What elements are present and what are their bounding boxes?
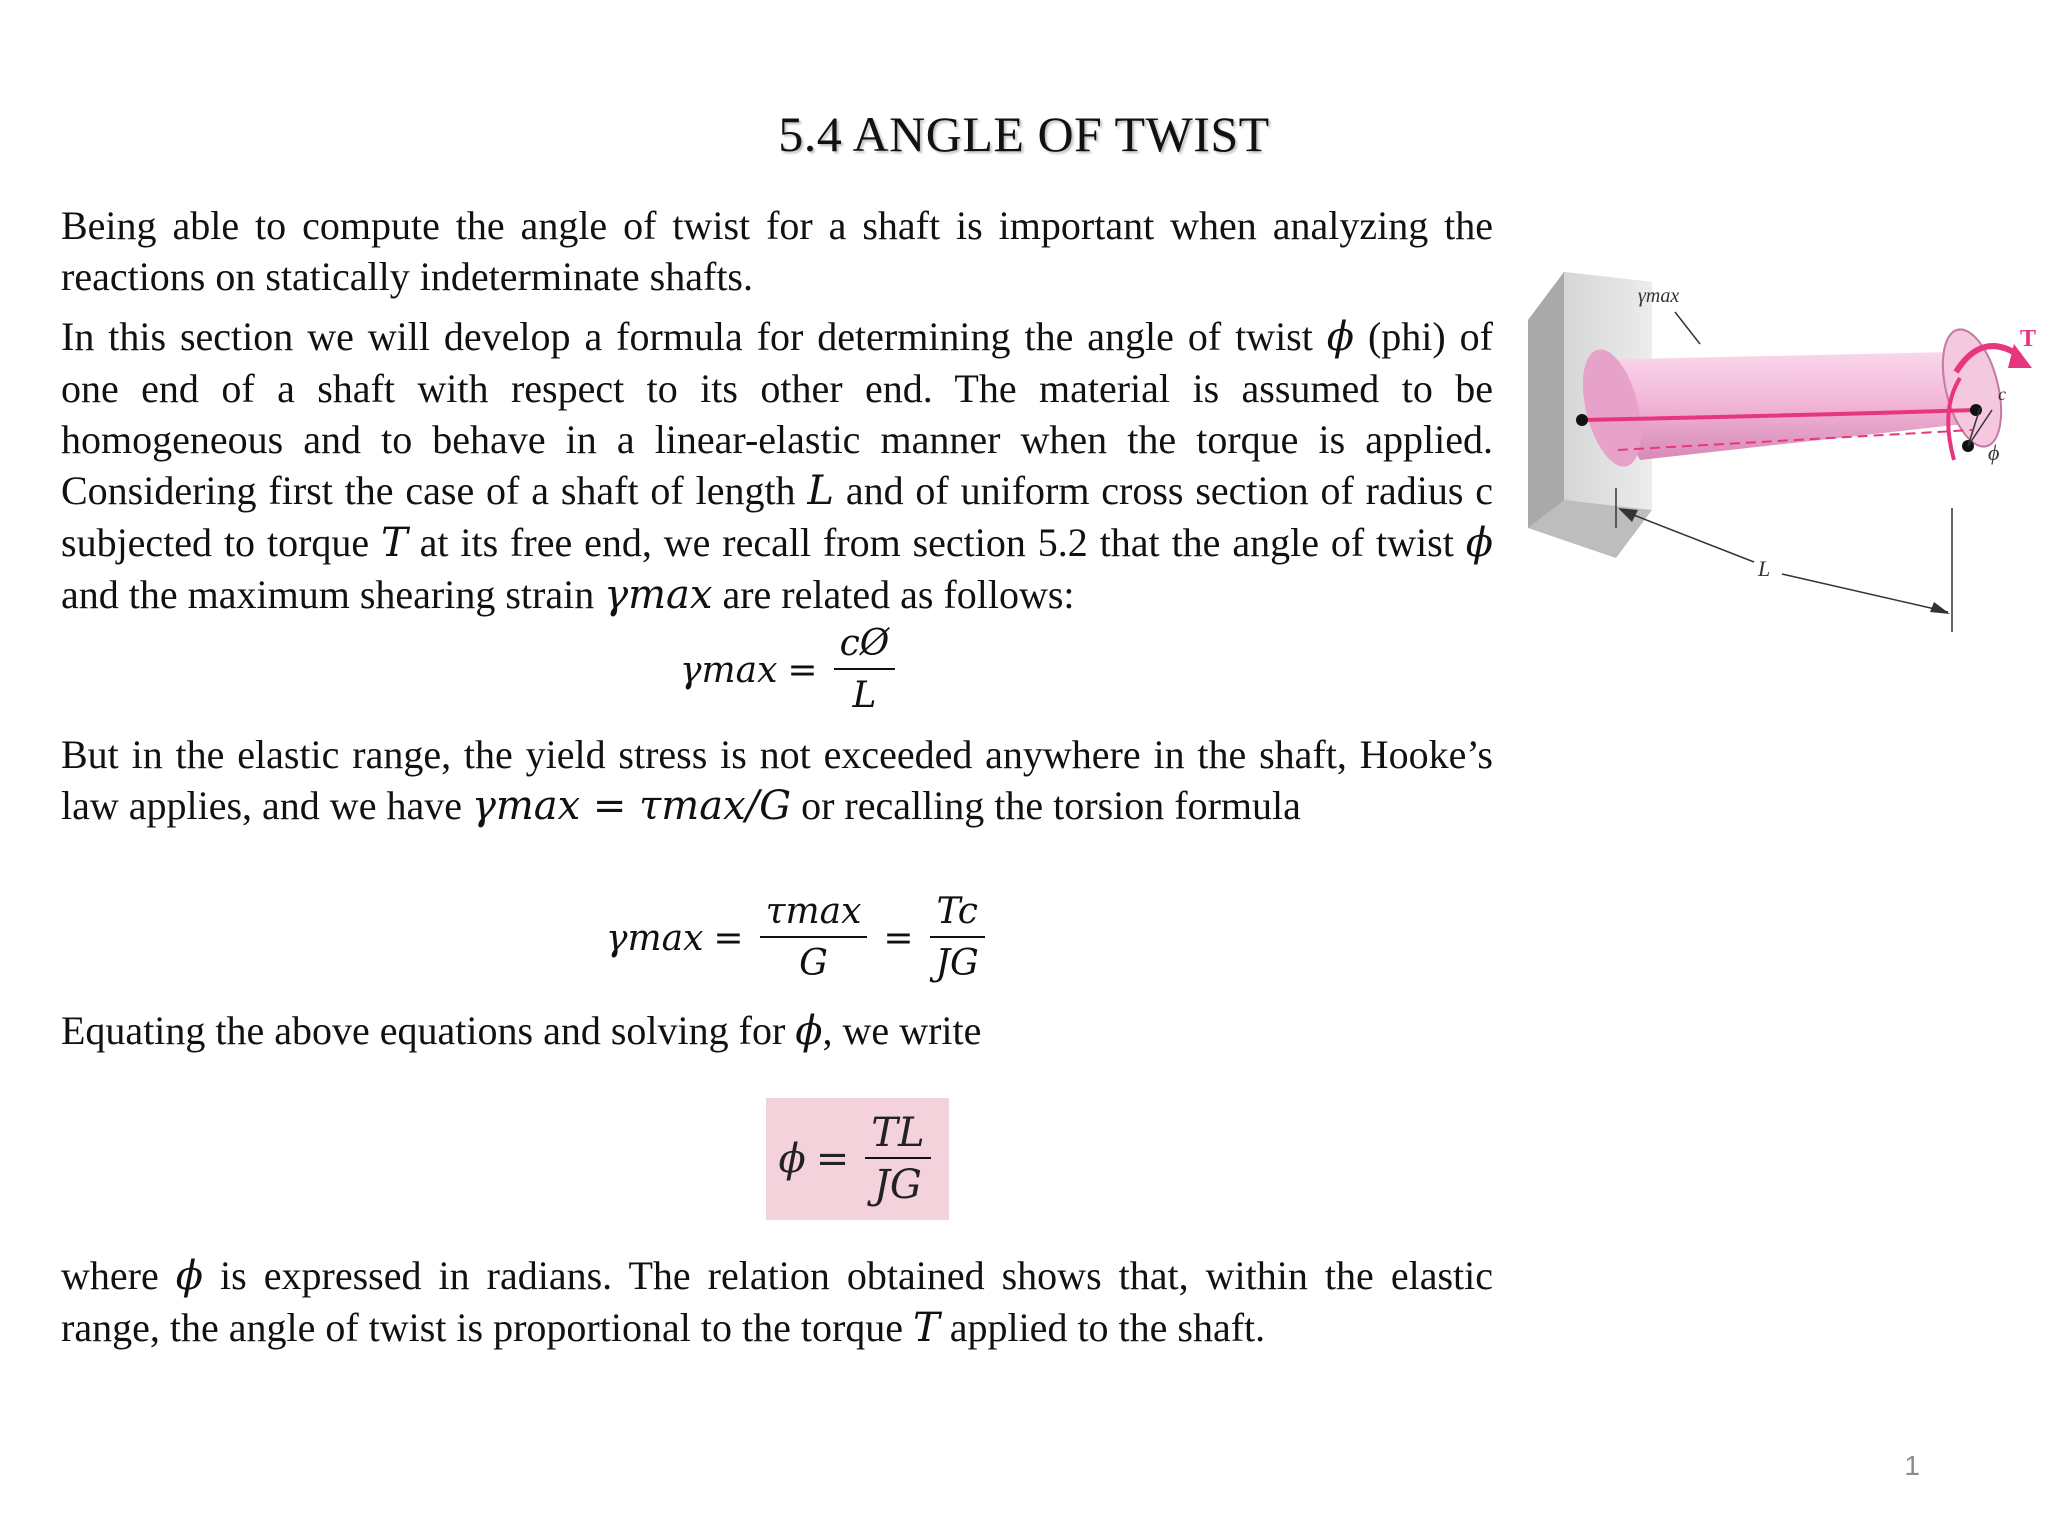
eq-denominator: JG (935, 943, 979, 984)
page-number: 1 (1904, 1450, 1920, 1481)
eq-denominator: JG (873, 1162, 922, 1208)
paragraph-development (61, 311, 1493, 621)
text-segment: and of uniform cross section of radius c subjected to torque (61, 468, 1493, 565)
eq-numerator: τmax (765, 891, 862, 932)
paragraph-intro: Being able to compute the angle of twist for a shaft is important when analyzing the reactions on statically indeterminate shafts. (61, 203, 1493, 299)
text-segment: is expressed in radians. The relation obtained shows that, within the elastic range, the angle of twist is proportional to the torque (61, 1253, 1493, 1350)
page-title: 5.4 ANGLE OF TWIST (778, 106, 1270, 162)
eq-numerator: Tc (936, 891, 978, 932)
angle-of-twist-formula-box (766, 1098, 949, 1220)
gamma-label: γmax (1638, 285, 1680, 307)
equation-torsion (606, 890, 991, 986)
text-segment: Equating the above equations and solving for (61, 1008, 796, 1053)
torque-symbol: T (913, 1305, 940, 1351)
shaft-twist-figure (1520, 260, 2040, 640)
eq-denominator: L (852, 675, 877, 716)
gamma-max-symbol: γmax (604, 572, 713, 618)
eq-equals: = (815, 1136, 850, 1182)
eq-numerator: cØ (839, 623, 890, 664)
paragraph-elastic (61, 729, 1493, 832)
eq-numerator: TL (871, 1110, 925, 1156)
text-segment: But in the elastic range, the yield stress is not exceeded anywhere in the shaft, Hooke’s law applies, and we have (61, 732, 1493, 828)
gamma-pointer (1675, 312, 1700, 344)
inline-equation: γmax = τmax/G (471, 783, 792, 829)
eq-lhs: ϕ (778, 1136, 806, 1182)
equation-angle-of-twist (778, 1111, 936, 1207)
text-segment: (phi) of one end of a shaft with respect to its other end. The material is assumed to be homogeneous and to behave in a linear-elastic manner when the torque is applied. Considering first the case of a shaft of length (61, 314, 1493, 513)
text-segment: at its free end, we recall from section 5.2 that the angle of twist (407, 520, 1466, 565)
paragraph-equating (61, 1005, 1493, 1057)
paragraph-conclusion (61, 1250, 1493, 1354)
text-segment: , we write (822, 1008, 982, 1053)
eq-equals: = (883, 917, 914, 959)
phi-symbol: ϕ (1465, 520, 1493, 566)
T-label: T (2020, 326, 2037, 352)
text-segment: or recalling the torsion formula (791, 783, 1301, 828)
phi-symbol: ϕ (795, 1008, 823, 1054)
eq-denominator: G (799, 943, 828, 984)
eq-equals: = (787, 649, 818, 691)
length-symbol: L (807, 468, 834, 514)
c-label: c (1998, 384, 2006, 404)
L-label: L (1758, 556, 1771, 581)
eq-lhs: γmax (606, 917, 704, 959)
text-segment: where (61, 1253, 176, 1298)
text-segment: applied to the shaft. (939, 1305, 1266, 1350)
eq-lhs: γmax (680, 649, 778, 691)
text-segment: and the maximum shearing strain (61, 572, 605, 617)
text-segment: are related as follows: (712, 572, 1075, 617)
phi-symbol: ϕ (1326, 314, 1355, 360)
phi-label: ϕ (1988, 440, 2000, 465)
eq-fraction (865, 1111, 930, 1207)
length-dimension (1616, 488, 1952, 632)
eq-fraction (834, 622, 896, 718)
equation-strain-twist (680, 622, 901, 718)
eq-equals: = (713, 917, 744, 959)
torque-symbol: T (381, 520, 408, 566)
eq-fraction (760, 890, 868, 986)
eq-fraction (930, 890, 985, 986)
text-segment: In this section we will develop a formula for determining the angle of twist (61, 314, 1327, 359)
phi-symbol: ϕ (175, 1253, 204, 1299)
